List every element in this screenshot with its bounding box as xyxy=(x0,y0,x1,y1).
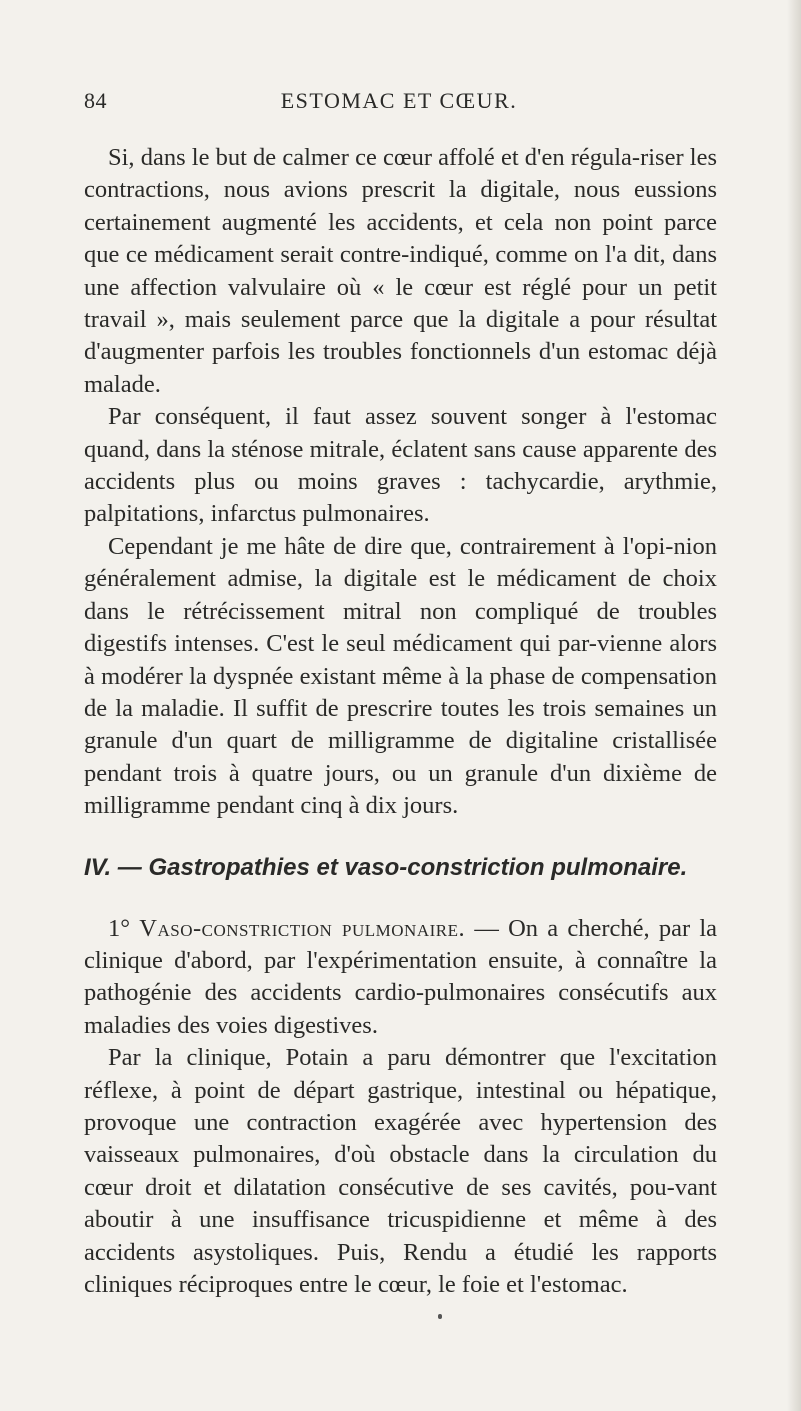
page-edge-shadow xyxy=(787,0,801,1411)
subsection-number: 1° xyxy=(108,914,131,942)
ink-speck xyxy=(438,1314,442,1319)
subsection-paragraph xyxy=(84,913,717,1043)
running-title: ESTOMAC ET CŒUR. xyxy=(280,88,518,113)
body-text xyxy=(84,142,717,1301)
paragraph-3: Cependant je me hâte de dire que, contrairement à l'opi-nion généralement admise, la digitale est le médicament de choix dans le rétrécissement mitral non compliqué de troubles digestifs intenses. C'est le seul médicament qui par-vienne alors à modérer la dyspnée existant même à la phase de compensation de la maladie. Il suffit de prescrire toutes les trois semaines un granule d'un quart de milligramme de digitaline cristallisée pendant trois à quatre jours, ou un granule d'un dixième de milligramme pendant cinq à dix jours. xyxy=(84,532,717,820)
paragraph-5: Par la clinique, Potain a paru démontrer que l'excitation réflexe, à point de départ gastrique, intestinal ou hépatique, provoque une contraction exagérée avec hypertension des vaisseaux pulmonaires, d'où obstacle dans la circulation du cœur droit et dilatation consécutive de ses cavités, pou-vant aboutir à une insuffisance tricuspidienne et même à des accidents asystoliques. Puis, Rendu a étudié les rapports cliniques réciproques entre le cœur, le foie et l'estomac. xyxy=(84,1044,717,1298)
section-heading: IV. — Gastropathies et vaso-constriction pulmonaire. xyxy=(84,853,688,881)
subsection-lead-text: — On a cherché, par la clinique d'abord, par l'expérimentation ensuite, à connaître la pathogénie des accidents cardio-pulmonaires consécutifs aux maladies des voies digestives. xyxy=(84,914,718,1039)
paragraph-1: Si, dans le but de calmer ce cœur affolé et d'en régula-riser les contractions, nous avions prescrit la digitale, nous eussions certainement augmenté les accidents, et cela non point parce que ce médicament serait contre-indiqué, comme on l'a dit, dans une affection valvulaire où « le cœur est réglé pour un petit travail », mais seulement parce que la digitale a pour résultat d'augmenter parfois les troubles fonctionnels d'un estomac déjà malade. xyxy=(84,144,717,398)
paragraph-2: Par conséquent, il faut assez souvent songer à l'estomac quand, dans la sténose mitrale, éclatent sans cause apparente des accidents plus ou moins graves : tachycardie, arythmie, palpitations, infarctus pulmonaires. xyxy=(84,403,717,528)
page-header xyxy=(84,88,714,118)
subsection-title: Vaso-constriction pulmonaire. xyxy=(139,914,466,942)
page-number: 84 xyxy=(84,88,107,113)
